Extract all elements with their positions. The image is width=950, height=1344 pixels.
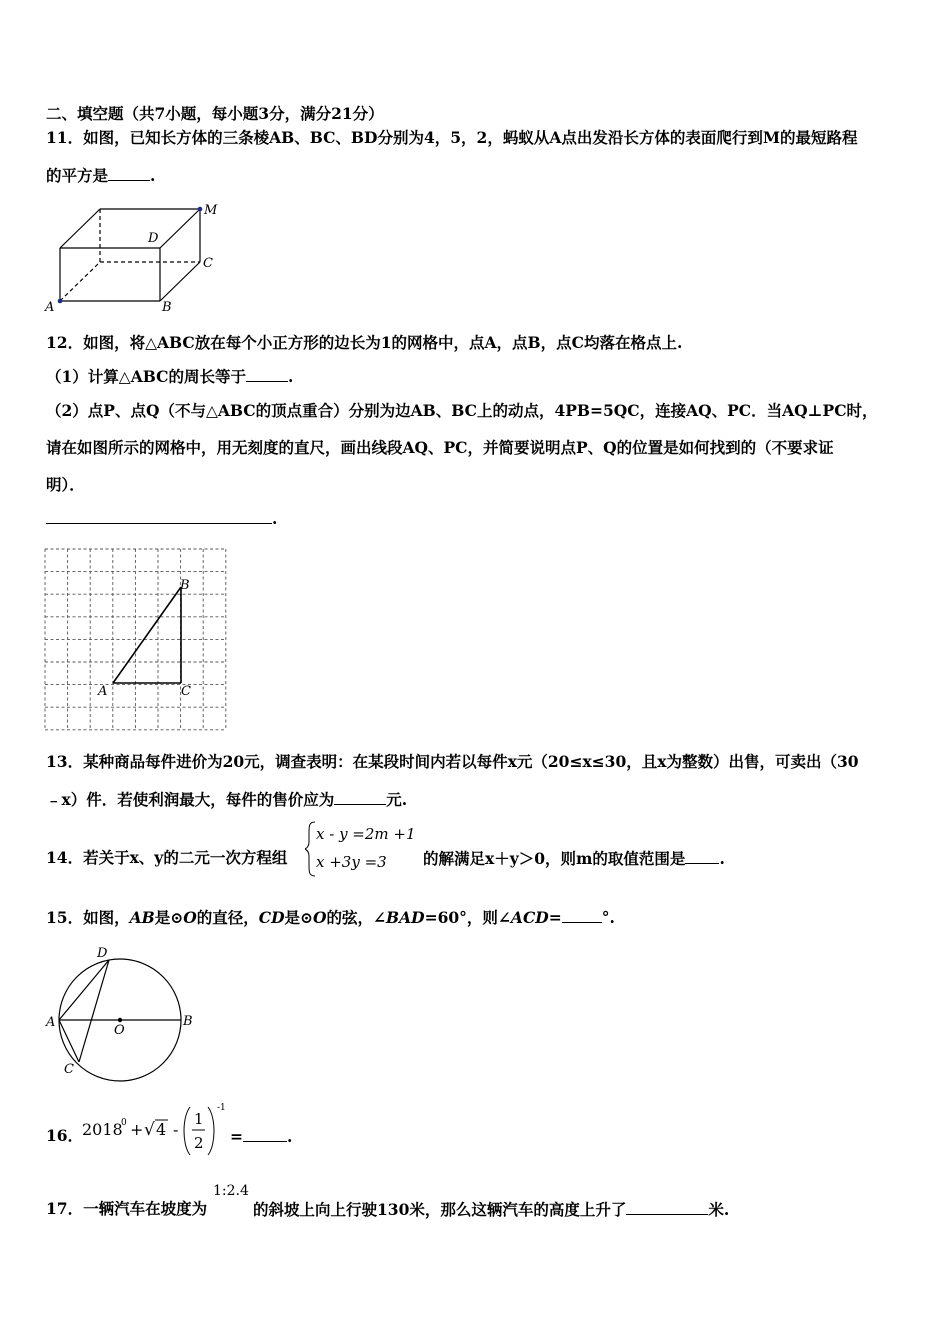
q12-part1-prefix: （1）计算△ABC的周长等于	[46, 367, 246, 386]
q16-zero: 0	[121, 1118, 127, 1128]
q12-answer-suffix: .	[272, 509, 278, 528]
point-m-dot	[198, 207, 203, 212]
q17-rest	[253, 1199, 729, 1220]
q14-eq2: x +3y =3	[316, 853, 387, 871]
q13-line2	[46, 789, 407, 810]
q17-answer-blank[interactable]	[626, 1199, 708, 1215]
q12-part2-line3: 明）．	[46, 475, 85, 494]
q13-line1: 13．某种商品每件进价为20元，调查表明：在某段时间内若以每件x元（20≤x≤30，且x为整数）出售，可卖出（30	[46, 752, 859, 771]
q16-exponent: -1	[217, 1103, 226, 1113]
q16-equals: =	[230, 1127, 243, 1146]
q15-t2: 是⊙	[154, 908, 184, 927]
label-c: C	[203, 256, 213, 271]
q12-part1-blank[interactable]	[246, 366, 288, 382]
center-dot	[118, 1018, 122, 1022]
point-a-dot	[58, 299, 63, 304]
q11-line2-suffix: .	[150, 166, 156, 185]
q12-part2-line2: 请在如图所示的网格中，用无刻度的直尺，画出线段AQ、PC，并简要说明点P、Q的位置是如何找到的（不要求证	[46, 438, 834, 457]
q16-suffix: .	[287, 1127, 293, 1146]
q11-line2	[46, 165, 155, 186]
q17-ratio: 1:2.4	[213, 1183, 249, 1199]
circle-label-o: O	[114, 1023, 125, 1038]
circle-label-c: C	[64, 1062, 74, 1077]
section-title: 二、填空题（共7小题，每小题3分，满分21分）	[46, 104, 384, 123]
q15-answer-blank[interactable]	[562, 907, 602, 923]
circle-figure	[40, 940, 200, 1082]
q15-t6: =60°，则∠	[424, 908, 511, 927]
q15-o2: O	[313, 908, 327, 927]
q11-line1: 11．如图，已知长方体的三条棱AB、BC、BD分别为4，5，2，蚂蚁从A点出发沿长方体的表面爬行到M的最短路程	[46, 128, 858, 147]
q16-minus: -	[173, 1120, 179, 1139]
q17-mid: 的斜坡上向上行驶130米，那么这辆汽车的高度上升了	[253, 1200, 627, 1219]
q13-answer-blank[interactable]	[334, 789, 386, 805]
grid-label-a: A	[98, 684, 108, 699]
q14-prefix: 14．若关于x、y的二元一次方程组	[46, 848, 288, 867]
q15-cd: CD	[258, 908, 285, 927]
q16-answer-blank[interactable]	[243, 1126, 287, 1142]
q15-line	[46, 907, 615, 928]
q13-line2-prefix: ﹣x）件．若使利润最大，每件的售价应为	[46, 790, 335, 809]
q16-frac-top: 1	[194, 1110, 204, 1128]
q11-line2-prefix: 的平方是	[46, 166, 109, 185]
q15-o1: O	[183, 908, 197, 927]
q16-radical: √	[144, 1120, 155, 1140]
q16-frac-bot: 2	[194, 1134, 204, 1152]
q12-answer-blank[interactable]	[46, 508, 272, 524]
label-m: M	[204, 203, 218, 218]
q15-ab: AB	[129, 908, 155, 927]
q12-part1-suffix: .	[287, 367, 294, 386]
q14-suffix-text: 的解满足x＋y＞0，则m的取值范围是	[423, 849, 686, 868]
q16-year: 2018	[82, 1120, 123, 1139]
q16-plus: +	[130, 1120, 144, 1139]
q12-answer-line	[46, 508, 277, 529]
q16-tail	[230, 1126, 292, 1147]
q12-intro: 12．如图，将△ABC放在每个小正方形的边长为1的网格中，点A，点B，点C均落在格点上.	[46, 333, 683, 352]
q14-suffix	[423, 848, 725, 869]
q15-t3: 的直径，	[196, 908, 259, 927]
q14-eq1: x - y =2m +1	[316, 825, 416, 843]
q15-t5: 的弦，∠	[326, 908, 387, 927]
q14-equation-system	[305, 818, 425, 880]
q11-answer-blank[interactable]	[108, 165, 150, 181]
q15-t4: 是⊙	[284, 908, 314, 927]
chord-ac	[59, 1020, 79, 1062]
grid-label-c: C	[181, 684, 191, 699]
q13-line2-suffix: 元.	[386, 790, 408, 809]
label-a: A	[45, 300, 55, 315]
q16-radicand: 4	[156, 1120, 167, 1139]
segment-ab	[113, 587, 181, 683]
circle-label-b: B	[183, 1014, 193, 1029]
q15-t7: =	[548, 908, 562, 927]
q17-prefix: 17．一辆汽车在坡度为	[46, 1199, 208, 1218]
chord-dc	[79, 960, 109, 1062]
q15-bad: BAD	[386, 908, 425, 927]
q17-suffix: 米.	[708, 1200, 730, 1219]
grid-label-b: B	[180, 578, 190, 593]
circle-label-a: A	[46, 1015, 56, 1030]
q15-acd: ACD	[510, 908, 549, 927]
q12-part2-line1: （2）点P、点Q（不与△ABC的顶点重合）分别为边AB、BC上的动点，4PB=5QC，连接AQ、PC．当AQ⊥PC时，	[46, 401, 878, 420]
q15-t1: 15．如图，	[46, 908, 130, 927]
label-b: B	[162, 300, 172, 315]
cuboid-figure	[40, 198, 230, 316]
q14-suffix-end: .	[719, 849, 725, 868]
q12-part1	[46, 366, 293, 387]
q14-answer-blank[interactable]	[685, 848, 719, 864]
q16-number: 16．	[46, 1126, 84, 1145]
grid-figure	[40, 542, 235, 734]
label-d: D	[148, 231, 159, 246]
circle-label-d: D	[97, 946, 108, 961]
q15-t8: °.	[601, 908, 615, 927]
